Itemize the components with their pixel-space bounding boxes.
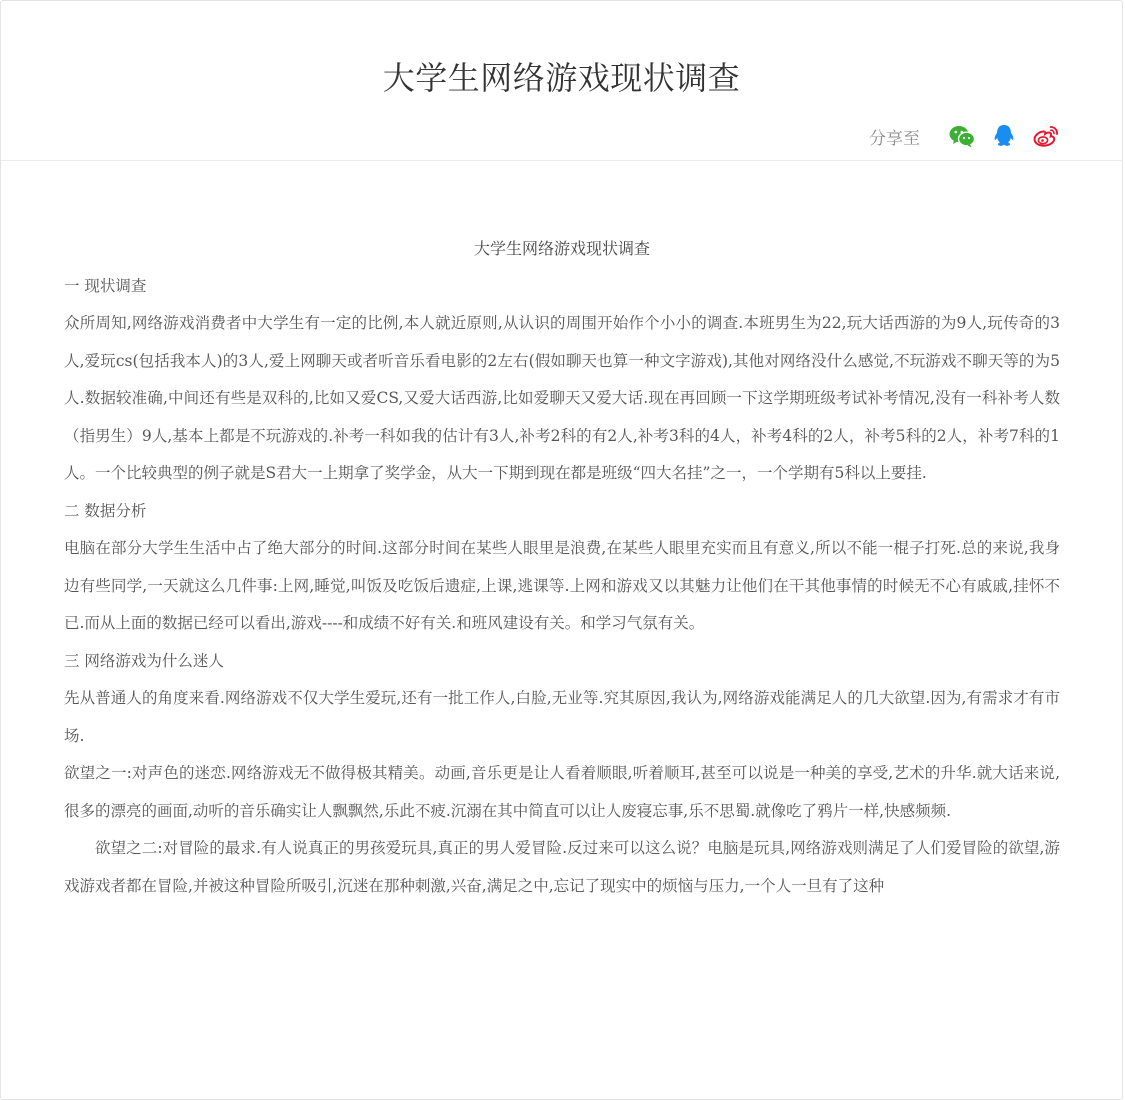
- paragraph-1: 众所周知,网络游戏消费者中大学生有一定的比例,本人就近原则,从认识的周围开始作个小小的调查.本班男生为22,玩大话西游的为9人,玩传奇的3人,爱玩cs(包括我本人)的3人,爱上网聊天或者听音乐看电影的2左右(假如聊天也算一种文字游戏),其他对网络没什么感觉,不玩游戏不聊天等的为5人.数据较准确,中间还有些是双科的,比如又爱CS,又爱大话西游,比如爱聊天又爱大话.现在再回顾一下这学期班级考试补考情况,没有一科补考人数（指男生）9人,基本上都是不玩游戏的.补考一科如我的估计有3人,补考2科的有2人,补考3科的4人，补考4科的2人，补考5科的2人，补考7科的1人。一个比较典型的例子就是S君大一上期拿了奖学金，从大一下期到现在都是班级“四大名挂”之一，一个学期有5科以上要挂.: [64, 314, 1060, 482]
- share-bar: [869, 123, 1060, 149]
- page-title: 大学生网络游戏现状调查: [382, 59, 741, 97]
- share-label: 分享至: [869, 128, 920, 149]
- wechat-icon[interactable]: [948, 123, 976, 149]
- paragraph-3: 先从普通人的角度来看.网络游戏不仅大学生爱玩,还有一批工作人,白脸,无业等.究其原因,我认为,网络游戏能满足人的几大欲望.因为,有需求才有市场.: [64, 689, 1060, 745]
- section-heading-1: 一 现状调查: [64, 276, 147, 295]
- section-heading-2: 二 数据分析: [64, 501, 147, 520]
- paragraph-5: 欲望之二:对冒险的最求.有人说真正的男孩爱玩具,真正的男人爱冒险.反过来可以这么说？电脑是玩具,网络游戏则满足了人们爱冒险的欲望,游戏游戏者都在冒险,并被这种冒险所吸引,沉迷在那种刺激,兴奋,满足之中,忘记了现实中的烦恼与压力,一个人一旦有了这种: [64, 839, 1060, 895]
- weibo-icon[interactable]: [1032, 123, 1060, 149]
- document-subtitle: 大学生网络游戏现状调查: [473, 239, 650, 258]
- document-body: [64, 230, 1060, 905]
- document-header: [1, 1, 1122, 161]
- paragraph-4: 欲望之一:对声色的迷恋.网络游戏无不做得极其精美。动画,音乐更是让人看着顺眼,听着顺耳,甚至可以说是一种美的享受,艺术的升华.就大话来说,很多的漂亮的画面,动听的音乐确实让人飘飘然,乐此不疲.沉溺在其中简直可以让人废寝忘事,乐不思蜀.就像吃了鸦片一样,快感频频.: [64, 764, 1060, 820]
- qq-icon[interactable]: [990, 123, 1018, 149]
- paragraph-2: 电脑在部分大学生生活中占了绝大部分的时间.这部分时间在某些人眼里是浪费,在某些人眼里充实而且有意义,所以不能一棍子打死.总的来说,我身边有些同学,一天就这么几件事:上网,睡觉,叫饭及吃饭后遗症,上课,逃课等.上网和游戏又以其魅力让他们在干其他事情的时候无不心有戚戚,挂怀不已.而从上面的数据已经可以看出,游戏----和成绩不好有关.和班风建设有关。和学习气氛有关。: [64, 539, 1060, 632]
- section-heading-3: 三 网络游戏为什么迷人: [64, 651, 224, 670]
